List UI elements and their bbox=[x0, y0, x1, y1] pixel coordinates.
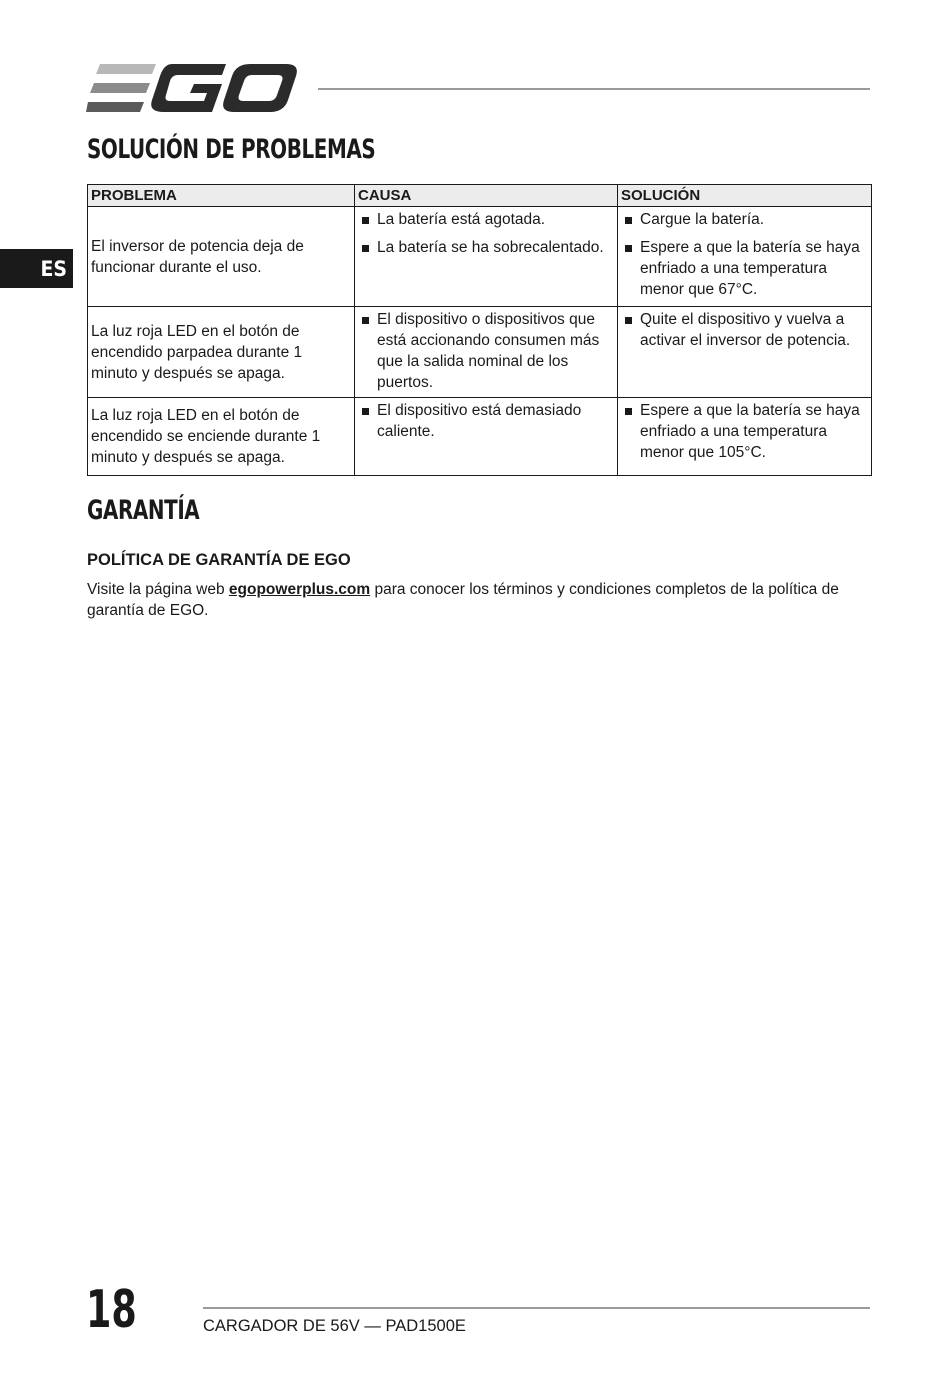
troubleshooting-table bbox=[87, 184, 872, 476]
logo-letter-o bbox=[223, 64, 297, 112]
warranty-text bbox=[87, 579, 867, 621]
table-row bbox=[88, 307, 872, 398]
cause-item: El dispositivo o dispositivos que está accionando consumen más que la salida nominal de los puertos. bbox=[358, 309, 615, 393]
column-header-cause: CAUSA bbox=[355, 185, 618, 207]
warranty-text-after: para conocer los términos y condiciones completos de la política de garantía de EGO. bbox=[87, 581, 839, 619]
cause-cell bbox=[355, 307, 618, 398]
page-number: 18 bbox=[86, 1280, 137, 1340]
warranty-subtitle: POLÍTICA DE GARANTÍA DE EGO bbox=[87, 551, 351, 569]
problem-cell: La luz roja LED en el botón de encendido parpadea durante 1 minuto y después se apaga. bbox=[88, 307, 355, 398]
logo-stripe-bottom bbox=[86, 102, 144, 112]
troubleshooting-title: SOLUCIÓN DE PROBLEMAS bbox=[87, 134, 376, 165]
cause-item: La batería se ha sobrecalentado. bbox=[358, 237, 615, 258]
solution-cell bbox=[618, 207, 872, 307]
logo-stripe-mid bbox=[90, 83, 150, 93]
language-tab: ES bbox=[0, 249, 73, 288]
cause-item: La batería está agotada. bbox=[358, 209, 615, 230]
column-header-solution: SOLUCIÓN bbox=[618, 185, 872, 207]
problem-cell: La luz roja LED en el botón de encendido se enciende durante 1 minuto y después se apaga. bbox=[88, 398, 355, 476]
column-header-problem: PROBLEMA bbox=[88, 185, 355, 207]
cause-item: El dispositivo está demasiado caliente. bbox=[358, 400, 615, 442]
logo-letter-g bbox=[151, 64, 226, 112]
problem-cell: El inversor de potencia deja de funcionar durante el uso. bbox=[88, 207, 355, 307]
warranty-text-before: Visite la página web bbox=[87, 581, 229, 598]
solution-cell bbox=[618, 307, 872, 398]
footer-rule bbox=[203, 1307, 870, 1309]
table-header-row bbox=[88, 185, 872, 207]
solution-cell bbox=[618, 398, 872, 476]
table-row bbox=[88, 398, 872, 476]
footer-text: CARGADOR DE 56V — PAD1500E bbox=[203, 1317, 466, 1335]
solution-item: Cargue la batería. bbox=[621, 209, 869, 230]
cause-cell bbox=[355, 207, 618, 307]
warranty-title: GARANTÍA bbox=[87, 495, 200, 526]
header-rule bbox=[318, 88, 870, 90]
logo-stripe-top bbox=[96, 64, 156, 74]
solution-item: Quite el dispositivo y vuelva a activar el inversor de potencia. bbox=[621, 309, 869, 351]
solution-item: Espere a que la batería se haya enfriado a una temperatura menor que 105°C. bbox=[621, 400, 869, 463]
table-row bbox=[88, 207, 872, 307]
cause-cell bbox=[355, 398, 618, 476]
warranty-link[interactable]: egopowerplus.com bbox=[228, 581, 371, 598]
ego-logo bbox=[86, 62, 298, 114]
solution-item: Espere a que la batería se haya enfriado a una temperatura menor que 67°C. bbox=[621, 237, 869, 300]
